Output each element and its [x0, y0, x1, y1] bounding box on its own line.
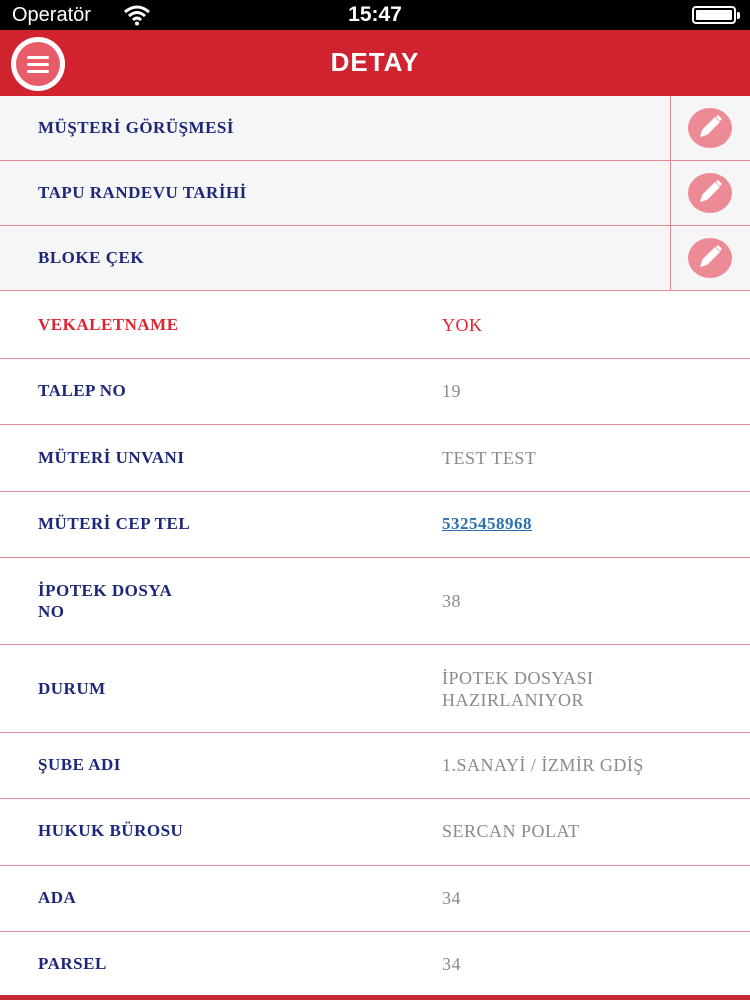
- action-row-bloke-cek[interactable]: [0, 226, 750, 291]
- pencil-icon: [688, 238, 732, 278]
- detail-row-durum: [0, 645, 750, 733]
- detail-row-musteri-cep-tel: [0, 492, 750, 558]
- detail-value: 19: [442, 381, 461, 401]
- detail-row-hukuk-burosu: [0, 799, 750, 866]
- action-list: [0, 96, 750, 291]
- battery-icon: [692, 6, 736, 24]
- action-label: TAPU RANDEVU TARİHİ: [38, 183, 247, 202]
- page-title: DETAY: [330, 47, 420, 77]
- detail-label: MÜTERİ UNVANI: [38, 448, 185, 467]
- carrier-name: Operatör: [12, 4, 91, 26]
- detail-value: TEST TEST: [442, 448, 537, 468]
- action-row-tapu-randevu-tarihi[interactable]: [0, 161, 750, 226]
- detail-list: [0, 293, 750, 994]
- edit-button[interactable]: [670, 161, 750, 225]
- detail-row-talep-no: [0, 359, 750, 425]
- detail-row-ipotek-dosya-no: [0, 558, 750, 645]
- nav-bar: [0, 30, 750, 96]
- action-label: BLOKE ÇEK: [38, 248, 145, 267]
- bottom-bar: [0, 995, 750, 1000]
- detail-row-vekaletname: [0, 293, 750, 359]
- detail-row-parsel: [0, 932, 750, 994]
- pencil-icon: [688, 173, 732, 213]
- detail-value: 1.SANAYİ / İZMİR GDİŞ: [442, 755, 644, 775]
- detail-label: PARSEL: [38, 954, 107, 973]
- detail-row-sube-adi: [0, 733, 750, 799]
- detail-value: 34: [442, 888, 461, 908]
- detail-row-ada: [0, 866, 750, 932]
- detail-label: VEKALETNAME: [38, 315, 179, 334]
- detail-value: İPOTEK DOSYASI HAZIRLANIYOR: [442, 668, 594, 710]
- action-row-musteri-gorusmesi[interactable]: [0, 96, 750, 161]
- detail-value: 34: [442, 954, 461, 974]
- phone-link[interactable]: 5325458968: [442, 514, 532, 533]
- pencil-icon: [688, 108, 732, 148]
- detail-label: TALEP NO: [38, 381, 127, 400]
- status-time: 15:47: [348, 3, 402, 26]
- edit-button[interactable]: [670, 226, 750, 290]
- status-bar: [0, 0, 750, 30]
- detail-label: DURUM: [38, 679, 106, 698]
- detail-value: 38: [442, 591, 461, 611]
- detail-row-musteri-unvani: [0, 425, 750, 492]
- detail-value: SERCAN POLAT: [442, 821, 580, 841]
- detail-label: ADA: [38, 888, 77, 907]
- action-label: MÜŞTERİ GÖRÜŞMESİ: [38, 118, 235, 137]
- detail-value: YOK: [442, 315, 483, 335]
- detail-label: ŞUBE ADI: [38, 755, 121, 774]
- detail-label: HUKUK BÜROSU: [38, 821, 184, 840]
- detail-label: MÜTERİ CEP TEL: [38, 514, 191, 533]
- detail-label: İPOTEK DOSYA NO: [38, 581, 173, 621]
- edit-button[interactable]: [670, 96, 750, 160]
